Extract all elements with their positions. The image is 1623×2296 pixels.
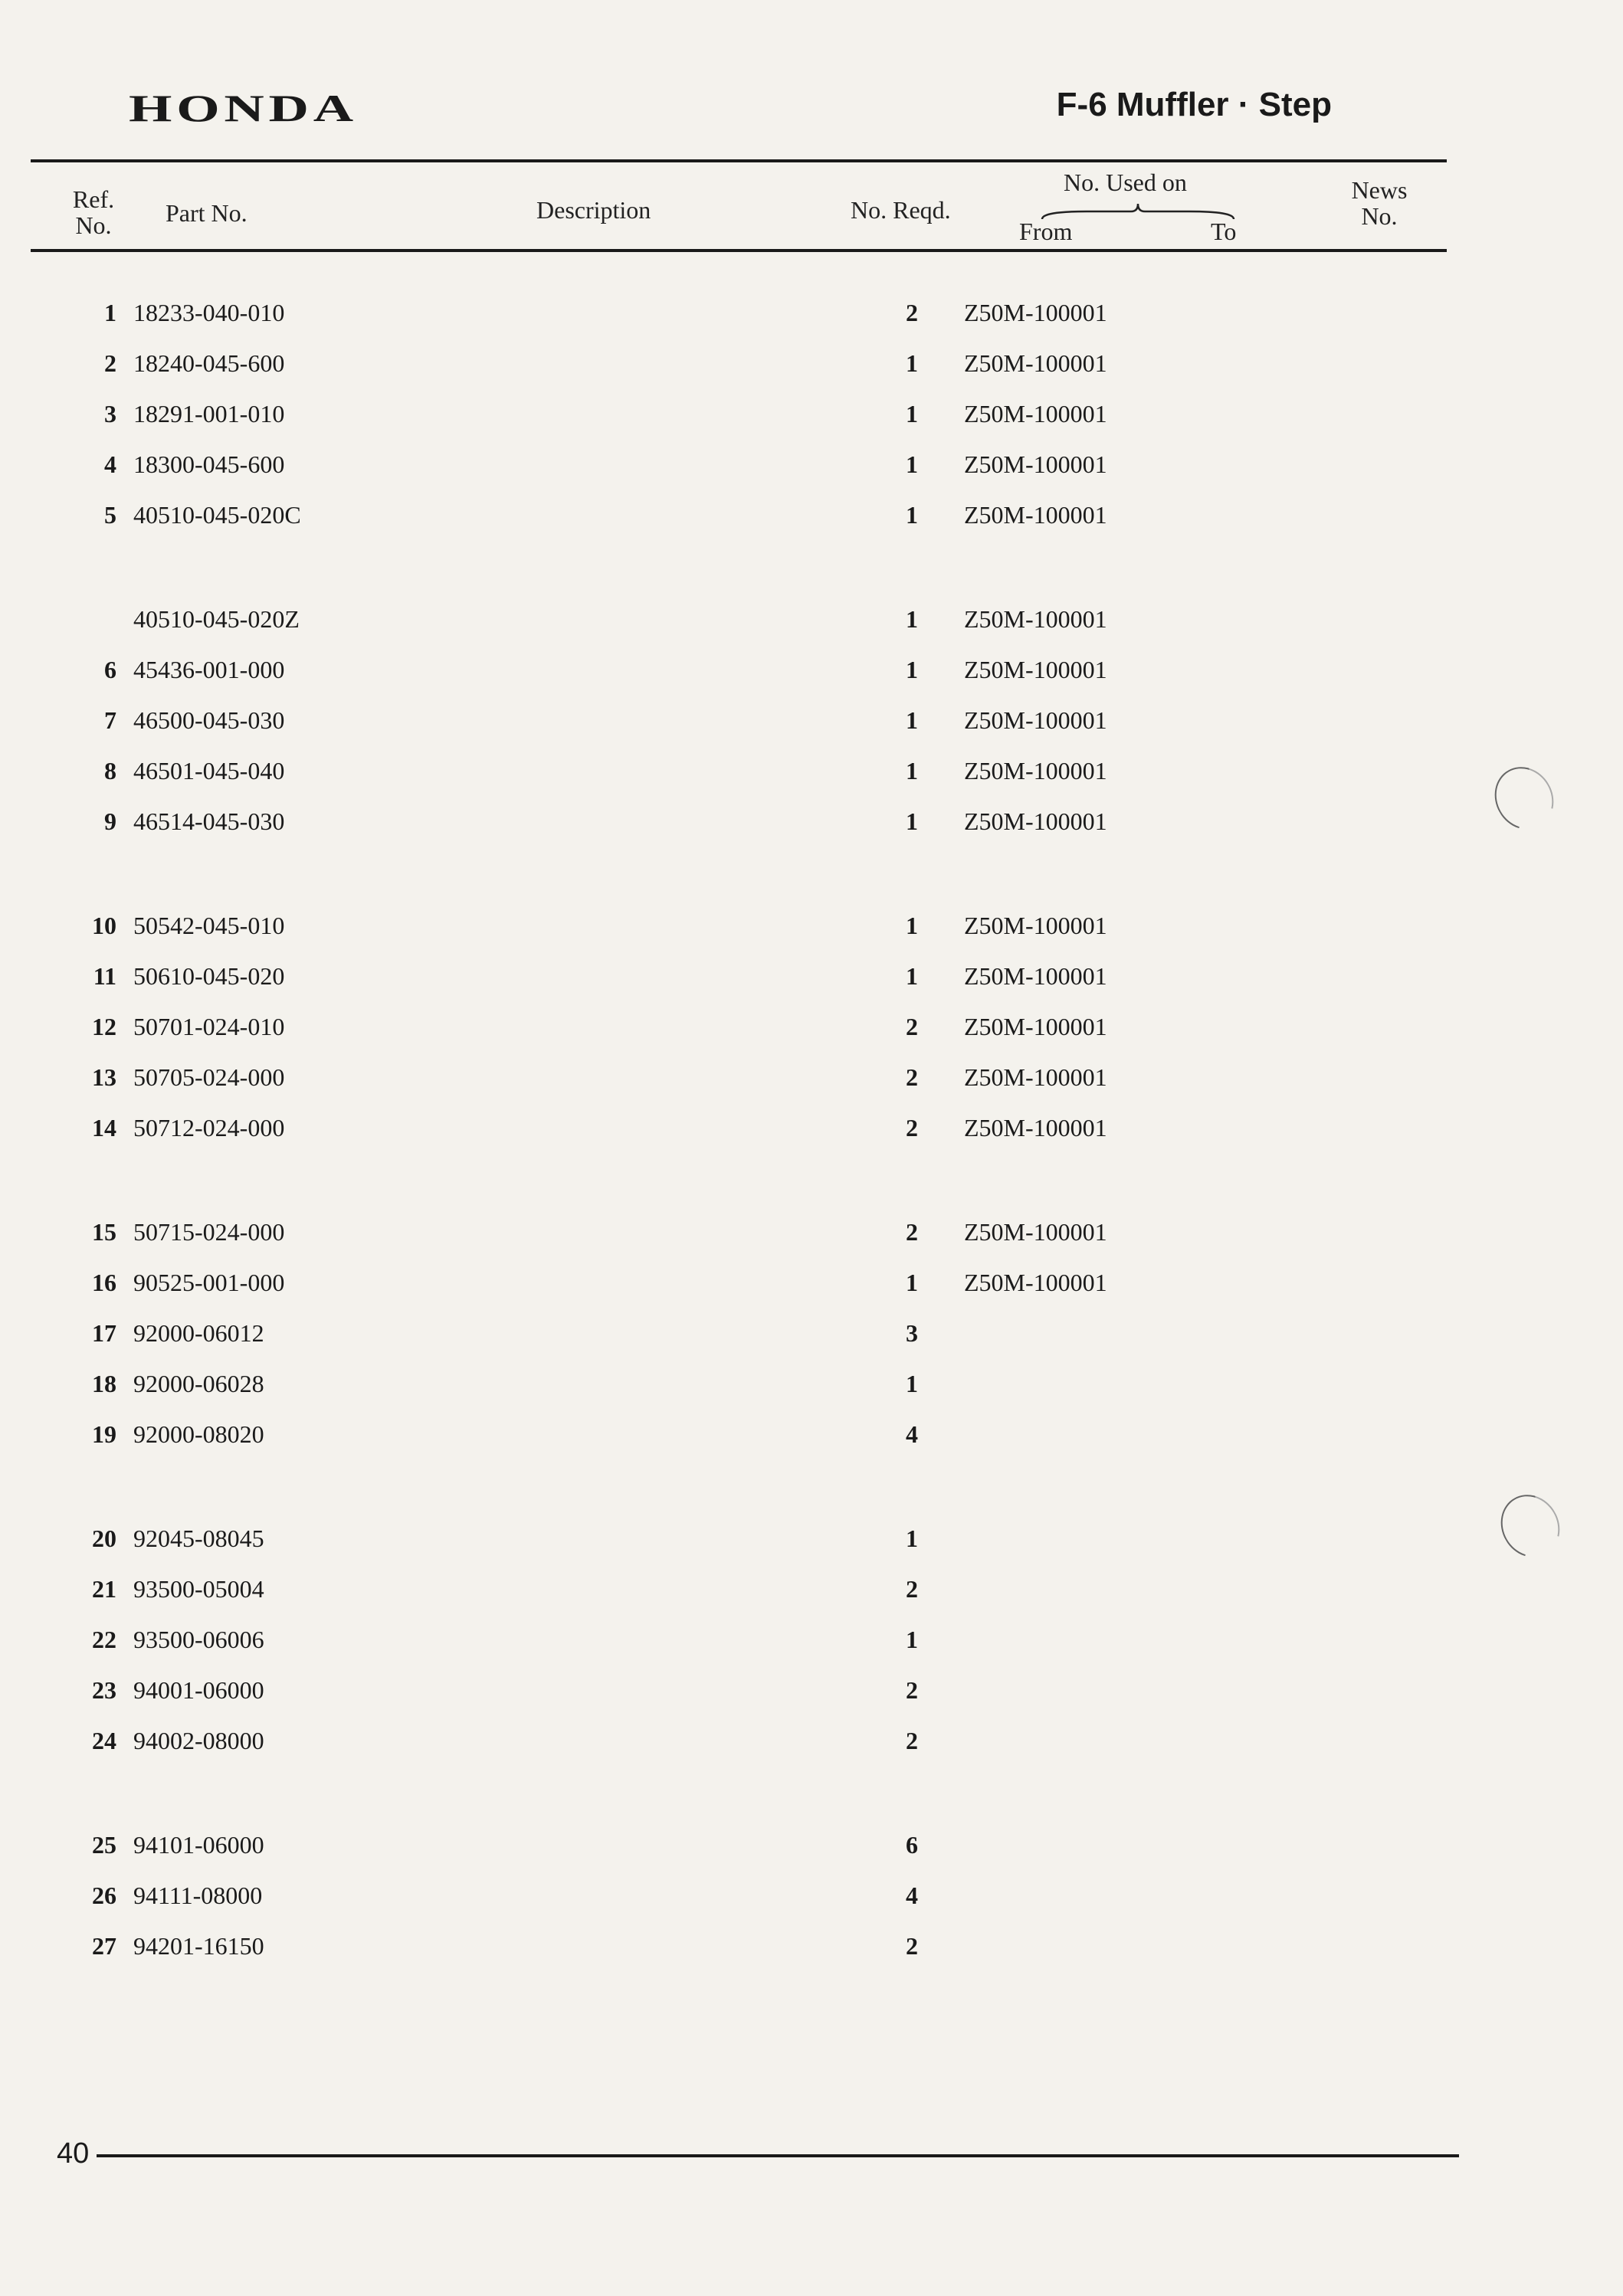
quantity-required: 6 (906, 1831, 918, 1859)
table-row (0, 1420, 1623, 1459)
part-number: 50705-024-000 (133, 1063, 285, 1091)
table-row (0, 605, 1623, 644)
quantity-required: 1 (906, 1626, 918, 1653)
quantity-required: 2 (906, 1575, 918, 1603)
quantity-required: 2 (906, 1013, 918, 1040)
used-from-serial: Z50M-100001 (964, 450, 1107, 478)
table-row (0, 400, 1623, 438)
ref-number: 11 (93, 962, 116, 990)
table-row (0, 1932, 1623, 1970)
footer-rule (97, 2154, 1459, 2157)
ref-number: 26 (92, 1882, 116, 1909)
ref-number: 3 (104, 400, 116, 427)
table-row (0, 1114, 1623, 1152)
quantity-required: 2 (906, 1063, 918, 1091)
part-number: 93500-06006 (133, 1626, 264, 1653)
ref-number: 27 (92, 1932, 116, 1960)
quantity-required: 1 (906, 1269, 918, 1296)
ref-number: 12 (92, 1013, 116, 1040)
ref-number: 18 (92, 1370, 116, 1397)
header-top-rule (31, 159, 1447, 162)
quantity-required: 1 (906, 656, 918, 683)
table-row (0, 501, 1623, 539)
table-row (0, 912, 1623, 950)
ref-number: 9 (104, 807, 116, 835)
quantity-required: 1 (906, 349, 918, 377)
col-header-ref: Ref. No. (72, 185, 115, 239)
ref-number: 21 (92, 1575, 116, 1603)
ref-number: 5 (104, 501, 116, 529)
ref-number: 22 (92, 1626, 116, 1653)
table-row (0, 1013, 1623, 1051)
used-from-serial: Z50M-100001 (964, 807, 1107, 835)
ref-number: 16 (92, 1269, 116, 1296)
part-number: 50542-045-010 (133, 912, 285, 939)
table-row (0, 1269, 1623, 1307)
col-header-description: Description (536, 196, 651, 224)
part-number: 93500-05004 (133, 1575, 264, 1603)
quantity-required: 4 (906, 1420, 918, 1448)
used-from-serial: Z50M-100001 (964, 1218, 1107, 1246)
part-number: 94002-08000 (133, 1727, 264, 1754)
quantity-required: 1 (906, 450, 918, 478)
part-number: 46514-045-030 (133, 807, 285, 835)
used-from-serial: Z50M-100001 (964, 1013, 1107, 1040)
ref-number: 10 (92, 912, 116, 939)
ref-number: 13 (92, 1063, 116, 1091)
ref-number: 1 (104, 299, 116, 326)
table-row (0, 1319, 1623, 1358)
part-number: 18291-001-010 (133, 400, 285, 427)
quantity-required: 3 (906, 1319, 918, 1347)
used-from-serial: Z50M-100001 (964, 706, 1107, 734)
part-number: 40510-045-020Z (133, 605, 300, 633)
part-number: 92000-06012 (133, 1319, 264, 1347)
ref-number: 2 (104, 349, 116, 377)
ref-number: 23 (92, 1676, 116, 1704)
table-row (0, 706, 1623, 745)
part-number: 92045-08045 (133, 1525, 264, 1552)
col-header-no-reqd: No. Reqd. (851, 196, 951, 224)
part-number: 45436-001-000 (133, 656, 285, 683)
part-number: 50712-024-000 (133, 1114, 285, 1141)
part-number: 50715-024-000 (133, 1218, 285, 1246)
table-row (0, 1626, 1623, 1664)
quantity-required: 1 (906, 962, 918, 990)
used-from-serial: Z50M-100001 (964, 757, 1107, 784)
ref-number: 4 (104, 450, 116, 478)
ref-number: 17 (92, 1319, 116, 1347)
table-row (0, 656, 1623, 694)
table-row (0, 757, 1623, 795)
honda-logo: HONDA (129, 87, 358, 129)
part-number: 46501-045-040 (133, 757, 285, 784)
used-from-serial: Z50M-100001 (964, 656, 1107, 683)
quantity-required: 2 (906, 1114, 918, 1141)
ref-number: 8 (104, 757, 116, 784)
col-header-news: News No. (1351, 176, 1408, 230)
section-title: F-6 Muffler · Step (1056, 86, 1332, 123)
table-row (0, 1525, 1623, 1563)
used-from-serial: Z50M-100001 (964, 1063, 1107, 1091)
table-row (0, 962, 1623, 1001)
table-row (0, 807, 1623, 846)
page-number: 40 (57, 2137, 90, 2170)
part-number: 92000-06028 (133, 1370, 264, 1397)
table-row (0, 1370, 1623, 1408)
ref-number: 6 (104, 656, 116, 683)
table-row (0, 1575, 1623, 1613)
used-from-serial: Z50M-100001 (964, 349, 1107, 377)
used-from-serial: Z50M-100001 (964, 400, 1107, 427)
used-from-serial: Z50M-100001 (964, 962, 1107, 990)
quantity-required: 1 (906, 807, 918, 835)
quantity-required: 1 (906, 501, 918, 529)
part-number: 50610-045-020 (133, 962, 285, 990)
part-number: 46500-045-030 (133, 706, 285, 734)
used-from-serial: Z50M-100001 (964, 1114, 1107, 1141)
used-from-serial: Z50M-100001 (964, 605, 1107, 633)
col-header-used-on: No. Used on (1064, 169, 1187, 196)
ref-number: 7 (104, 706, 116, 734)
part-number: 18300-045-600 (133, 450, 285, 478)
ref-number: 19 (92, 1420, 116, 1448)
table-row (0, 1218, 1623, 1256)
part-number: 94201-16150 (133, 1932, 264, 1960)
quantity-required: 1 (906, 757, 918, 784)
table-row (0, 349, 1623, 388)
quantity-required: 1 (906, 400, 918, 427)
used-from-serial: Z50M-100001 (964, 912, 1107, 939)
table-row (0, 450, 1623, 489)
part-number: 94101-06000 (133, 1831, 264, 1859)
used-from-serial: Z50M-100001 (964, 1269, 1107, 1296)
quantity-required: 2 (906, 1932, 918, 1960)
used-from-serial: Z50M-100001 (964, 299, 1107, 326)
quantity-required: 1 (906, 1525, 918, 1552)
part-number: 94001-06000 (133, 1676, 264, 1704)
quantity-required: 1 (906, 912, 918, 939)
quantity-required: 2 (906, 1676, 918, 1704)
col-header-from: From (1019, 218, 1073, 245)
table-row (0, 1063, 1623, 1102)
part-number: 18233-040-010 (133, 299, 285, 326)
part-number: 18240-045-600 (133, 349, 285, 377)
ref-number: 20 (92, 1525, 116, 1552)
used-from-serial: Z50M-100001 (964, 501, 1107, 529)
quantity-required: 1 (906, 1370, 918, 1397)
col-header-to: To (1211, 218, 1237, 245)
part-number: 90525-001-000 (133, 1269, 285, 1296)
part-number: 92000-08020 (133, 1420, 264, 1448)
ref-number: 15 (92, 1218, 116, 1246)
quantity-required: 1 (906, 706, 918, 734)
quantity-required: 2 (906, 1727, 918, 1754)
ref-number: 25 (92, 1831, 116, 1859)
table-row (0, 1676, 1623, 1715)
col-header-part-no: Part No. (166, 199, 248, 227)
quantity-required: 4 (906, 1882, 918, 1909)
part-number: 50701-024-010 (133, 1013, 285, 1040)
ref-number: 24 (92, 1727, 116, 1754)
table-row (0, 1882, 1623, 1920)
part-number: 40510-045-020C (133, 501, 301, 529)
quantity-required: 2 (906, 299, 918, 326)
part-number: 94111-08000 (133, 1882, 263, 1909)
header-bottom-rule (31, 249, 1447, 252)
table-row (0, 299, 1623, 337)
table-row (0, 1831, 1623, 1869)
quantity-required: 2 (906, 1218, 918, 1246)
ref-number: 14 (92, 1114, 116, 1141)
quantity-required: 1 (906, 605, 918, 633)
table-row (0, 1727, 1623, 1765)
